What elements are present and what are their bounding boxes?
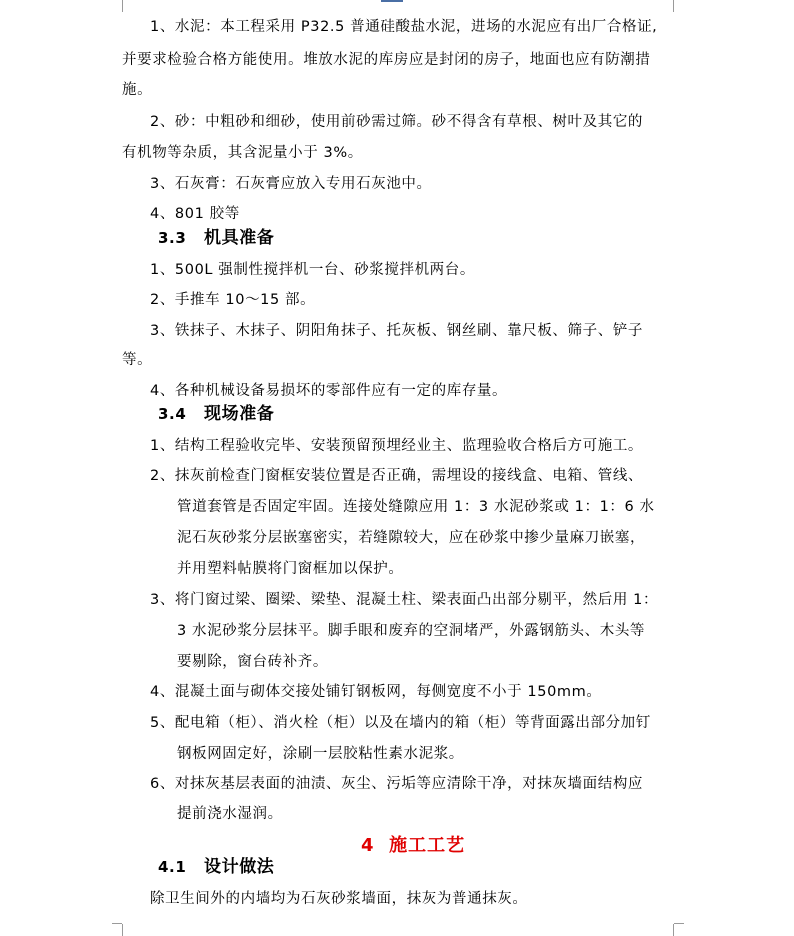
list-item: 3、将门窗过梁、圈梁、梁垫、混凝土柱、梁表面凸出部分剔平，然后用 1： bbox=[150, 592, 659, 608]
list-item: 2、手推车 10～15 部。 bbox=[150, 292, 316, 308]
list-item-continued: 并用塑料帖膜将门窗框加以保护。 bbox=[177, 561, 404, 577]
section-heading-3-4 bbox=[158, 404, 274, 424]
list-item-continued: 提前浇水湿润。 bbox=[177, 806, 283, 822]
list-item: 6、对抹灰基层表面的油渍、灰尘、污垢等应清除干净，对抹灰墙面结构应 bbox=[150, 776, 644, 792]
list-item: 2、抹灰前检查门窗框安装位置是否正确，需埋设的接线盒、电箱、管线、 bbox=[150, 468, 644, 484]
list-item: 1、结构工程验收完毕、安装预留预埋经业主、监理验收合格后方可施工。 bbox=[150, 438, 644, 454]
paragraph-cement-line3: 施。 bbox=[122, 82, 153, 98]
chapter-number: 4 bbox=[361, 835, 375, 856]
crop-mark-bottom-right bbox=[673, 924, 674, 936]
crop-mark-top-left bbox=[122, 0, 123, 12]
paragraph-cement-line2: 并要求检验合格方能使用。堆放水泥的库房应是封闭的房子，地面也应有防潮措 bbox=[122, 52, 651, 68]
section-title: 现场准备 bbox=[204, 404, 275, 424]
list-item-continued: 泥石灰砂浆分层嵌塞密实，若缝隙较大，应在砂浆中掺少量麻刀嵌塞， bbox=[177, 530, 646, 546]
top-marker bbox=[381, 0, 403, 2]
crop-mark-top-right bbox=[673, 0, 674, 12]
crop-mark-bottom-left bbox=[122, 924, 123, 936]
paragraph-glue: 4、801 胶等 bbox=[150, 206, 240, 222]
list-item: 1、500L 强制性搅拌机一台、砂浆搅拌机两台。 bbox=[150, 262, 475, 278]
section-number: 3.4 bbox=[158, 405, 187, 423]
paragraph-sand-line1: 2、砂：中粗砂和细砂，使用前砂需过筛。砂不得含有草根、树叶及其它的 bbox=[150, 114, 644, 130]
list-item-continued: 3 水泥砂浆分层抹平。脚手眼和废弃的空洞堵严，外露钢筋头、木头等 bbox=[177, 623, 646, 639]
chapter-title: 施工工艺 bbox=[389, 835, 466, 856]
list-item-continued: 管道套管是否固定牢固。连接处缝隙应用 1：3 水泥砂浆或 1：1：6 水 bbox=[177, 499, 655, 515]
section-number: 4.1 bbox=[158, 858, 187, 876]
paragraph-cement-line1: 1、水泥：本工程采用 P32.5 普通硅酸盐水泥，进场的水泥应有出厂合格证, bbox=[150, 19, 658, 35]
crop-mark-bottom-left-h bbox=[112, 923, 122, 924]
list-item-continued: 要剔除，窗台砖补齐。 bbox=[177, 654, 328, 670]
section-heading-4-1 bbox=[158, 857, 274, 877]
list-item: 4、各种机械设备易损坏的零部件应有一定的库存量。 bbox=[150, 383, 508, 399]
section-heading-3-3 bbox=[158, 228, 274, 248]
list-item-continued: 等。 bbox=[122, 352, 153, 368]
list-item: 3、铁抹子、木抹子、阴阳角抹子、托灰板、钢丝刷、靠尺板、筛子、铲子 bbox=[150, 323, 644, 339]
list-item: 4、混凝土面与砌体交接处铺钉钢板网，每侧宽度不小于 150mm。 bbox=[150, 684, 602, 700]
list-item-continued: 钢板网固定好，涂刷一层胶粘性素水泥浆。 bbox=[177, 746, 464, 762]
section-title: 设计做法 bbox=[204, 857, 275, 877]
section-title: 机具准备 bbox=[204, 228, 275, 248]
list-item: 5、配电箱（柜）、消火栓（柜）以及在墙内的箱（柜）等背面露出部分加钉 bbox=[150, 715, 651, 731]
paragraph-lime: 3、石灰膏：石灰膏应放入专用石灰池中。 bbox=[150, 176, 432, 192]
section-number: 3.3 bbox=[158, 229, 187, 247]
chapter-heading-4 bbox=[361, 831, 465, 857]
paragraph-design-method: 除卫生间外的内墙均为石灰砂浆墙面，抹灰为普通抹灰。 bbox=[150, 891, 528, 907]
paragraph-sand-line2: 有机物等杂质，其含泥量小于 3%。 bbox=[122, 145, 363, 161]
crop-mark-bottom-right-h bbox=[674, 923, 684, 924]
